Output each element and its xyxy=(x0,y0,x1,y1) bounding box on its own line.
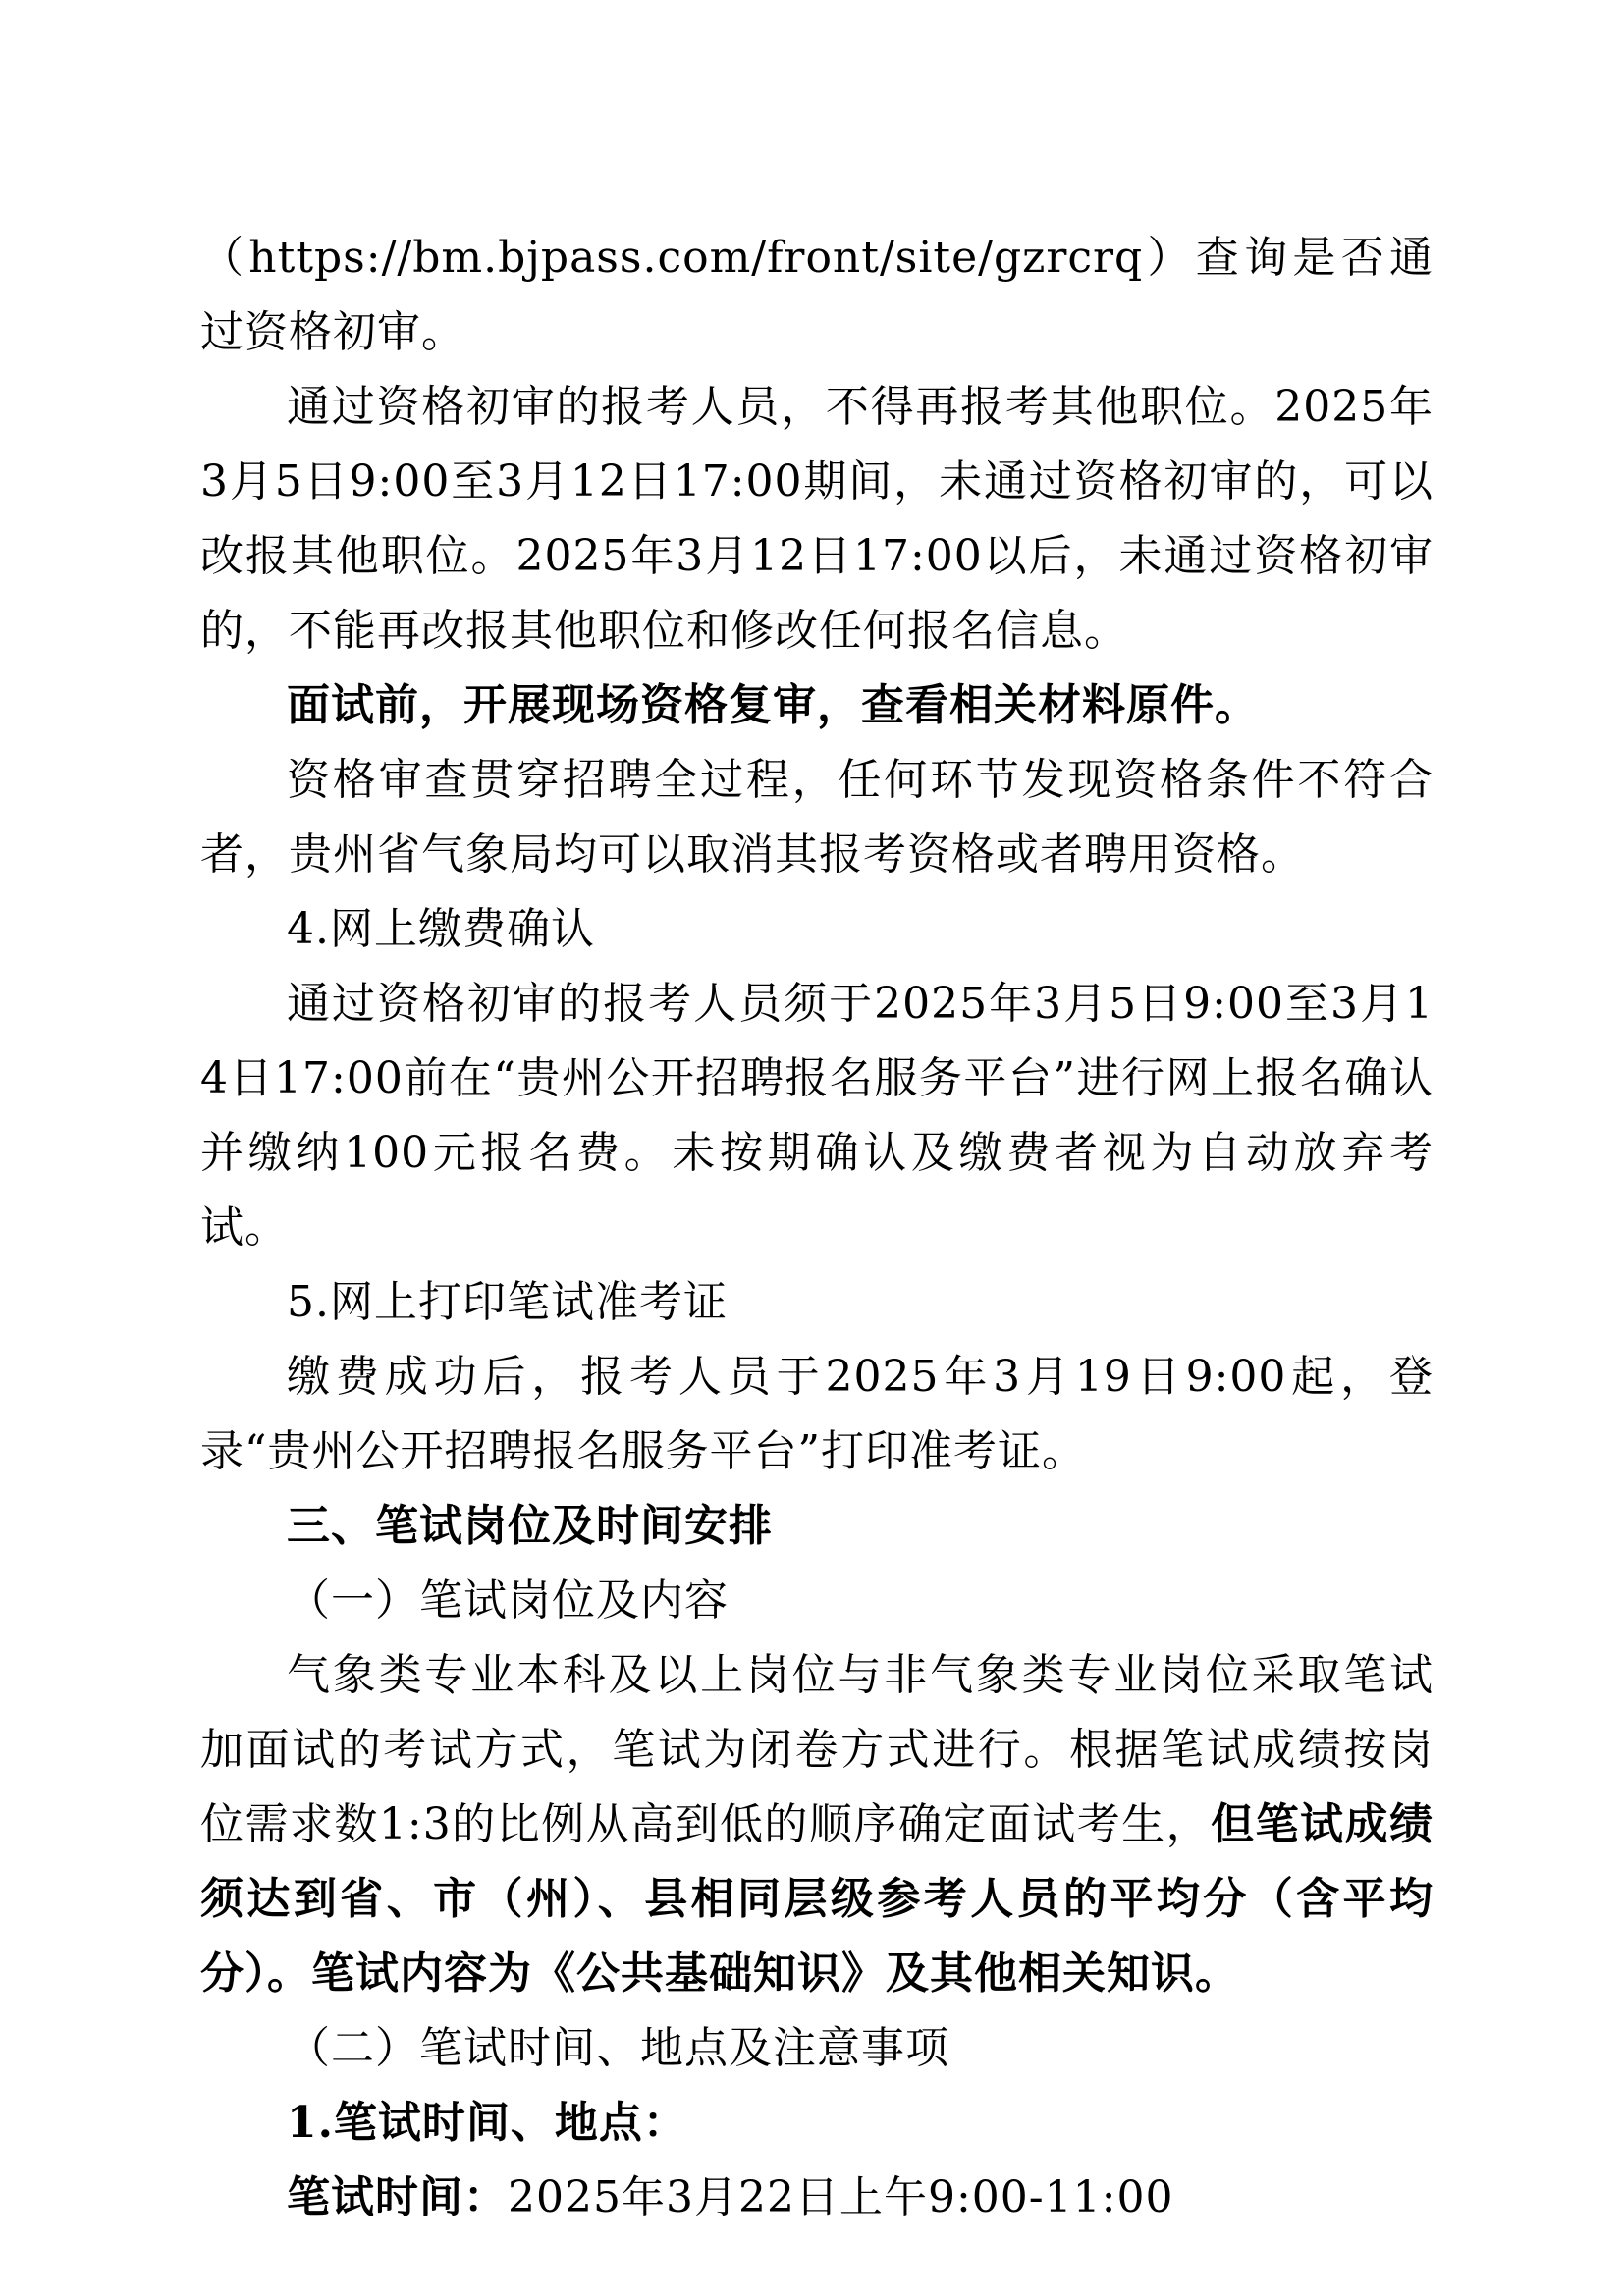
paragraph-change-position: 通过资格初审的报考人员，不得再报考其他职位。2025年3月5日9:00至3月12日17:00期间，未通过资格初审的，可以改报其他职位。2025年3月12日17:00以后，未通过资格初审的，不能再改报其他职位和修改任何报名信息。 xyxy=(200,382,1434,656)
heading-print-admission: 5.网上打印笔试准考证 xyxy=(287,1277,728,1327)
heading-section-three: 三、笔试岗位及时间安排 xyxy=(287,1501,773,1551)
exam-time-value: 2025年3月22日上午9:00-11:00 xyxy=(508,2172,1174,2222)
exam-content-text: 气象类专业本科及以上岗位与非气象类专业岗位采取笔试加面试的考试方式，笔试为闭卷方式进行。根据笔试成绩按岗位需求数1:3的比例从高到低的顺序确定面试考生， xyxy=(200,1650,1434,1849)
exam-time-label: 笔试时间： xyxy=(287,2172,508,2222)
paragraph-online-payment: 通过资格初审的报考人员须于2025年3月5日9:00至3月14日17:00前在“贵州公开招聘报名服务平台”进行网上报名确认并缴纳100元报名费。未按期确认及缴费者视为自动放弃考试。 xyxy=(200,979,1434,1253)
heading-subsection-one: （一）笔试岗位及内容 xyxy=(287,1575,729,1626)
document-page xyxy=(200,221,1434,2235)
heading-online-payment: 4.网上缴费确认 xyxy=(287,904,595,954)
paragraph-url-check: （https://bm.bjpass.com/front/site/gzrcrq）查询是否通过资格初审。 xyxy=(200,233,1434,357)
heading-exam-time-place: 1.笔试时间、地点： xyxy=(287,2098,687,2148)
paragraph-qualification-review: 资格审查贯穿招聘全过程，任何环节发现资格条件不符合者，贵州省气象局均可以取消其报考资格或者聘用资格。 xyxy=(200,755,1434,880)
paragraph-interview-review: 面试前，开展现场资格复审，查看相关材料原件。 xyxy=(287,680,1259,730)
paragraph-exam-time xyxy=(200,2161,1434,2235)
paragraph-print-admission: 缴费成功后，报考人员于2025年3月19日9:00起，登录“贵州公开招聘报名服务平台”打印准考证。 xyxy=(200,1352,1434,1476)
paragraph-exam-content xyxy=(200,1638,1434,2011)
heading-subsection-two: （二）笔试时间、地点及注意事项 xyxy=(287,2023,949,2073)
exam-content-bold-text: 但笔试成绩须达到省、市（州）、县相同层级参考人员的平均分（含平均分）。笔试内容为《公共基础知识》及其他相关知识。 xyxy=(200,1799,1434,1999)
